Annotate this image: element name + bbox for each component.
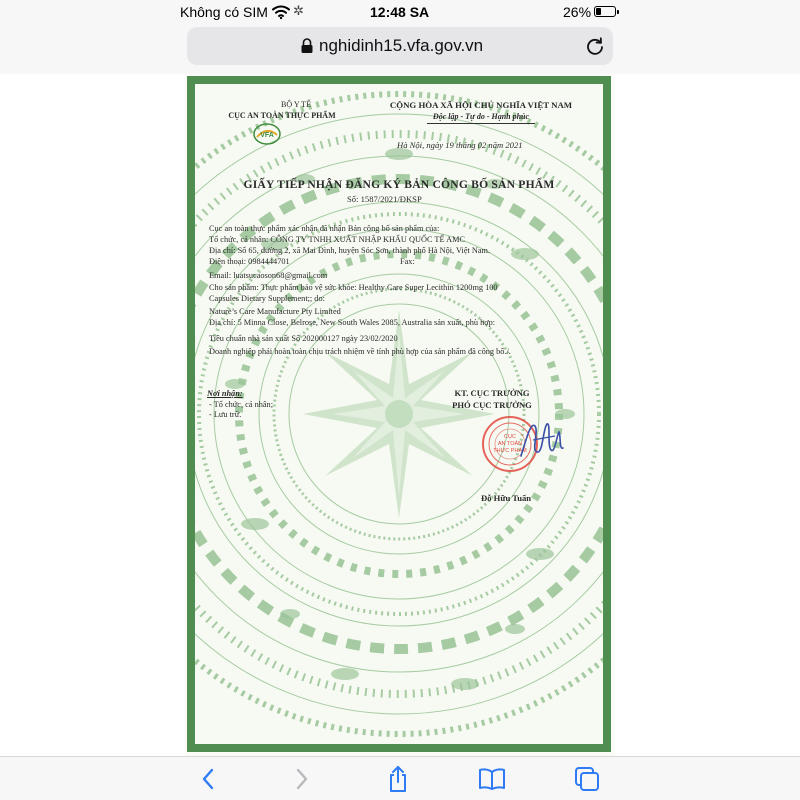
document-number: Số: 1587/2021/ĐKSP [347,194,422,204]
signatory-title: KT. CỤC TRƯỞNG [454,388,530,398]
browser-address-area [0,26,800,74]
battery-percent: 26% [563,4,592,20]
browser-toolbar [0,756,800,800]
back-icon [201,768,215,790]
wifi-icon [272,4,290,20]
carrier-label: Không có SIM [180,4,268,20]
fax-label: Fax: [400,257,415,266]
battery-icon [594,6,616,17]
bookmarks-button[interactable] [478,765,506,793]
battery-level [596,8,601,15]
body-line: Địa chỉ: Số 65, đường 2, xã Mai Đình, huyện Sóc Sơn, thành phố Hà Nội, Việt Nam. [209,246,491,255]
vfa-logo [252,122,282,146]
body-line: Cho sản phẩm: Thực phẩm bảo vệ sức khỏe: Healthy Care Super Lecithin 1200mg 100 [209,283,498,292]
body-line: Cục an toàn thực phẩm xác nhận đã nhận Bản công bố sản phẩm của: [209,224,440,233]
body-line: Nature’s Care Manufacture Pty Limited [209,307,341,316]
body-line: Email: luatsucaoson68@gmail.com [209,271,328,280]
agency-name: CỤC AN TOÀN THỰC PHẨM [228,111,336,120]
document-title: GIẤY TIẾP NHẬN ĐĂNG KÝ BẢN CÔNG BỐ SẢN PHẨM [243,178,555,191]
body-line: Tiêu chuẩn nhà sản xuất Số 202000127 ngày 23/02/2020 [209,334,398,343]
lock-icon [300,38,314,54]
tabs-button[interactable] [573,765,601,793]
recipient-item: - Lưu trữ. [209,410,242,419]
certificate-paper [195,84,603,744]
activity-spinner-icon: ✲ [293,3,304,18]
share-icon [386,765,410,793]
certificate-content [195,84,603,744]
reload-icon[interactable] [585,36,605,56]
forward-button[interactable] [288,765,316,793]
svg-text:THỰC PHẨM: THỰC PHẨM [493,448,527,454]
clock: 12:48 SA [370,4,430,20]
document-page [185,74,615,756]
recipients-title: Nơi nhận: [207,389,243,398]
share-button[interactable] [384,765,412,793]
svg-text:VFA: VFA [260,132,274,139]
body-line: Điện thoại: 0984444701 [209,257,290,266]
national-motto: Độc lập - Tự do - Hạnh phúc [432,112,530,121]
bookmarks-icon [479,768,505,790]
handwritten-signature [513,416,573,466]
body-line: Capsules Dietary Supplement;; do: [209,294,325,303]
back-button[interactable] [194,765,222,793]
recipient-item: - Tổ chức, cá nhân; [209,400,274,409]
body-line: Tổ chức, cá nhân: CÔNG TY TNHH XUẤT NHẬP KHẨU QUỐC TẾ AMC [209,235,466,244]
address-bar[interactable] [187,27,613,65]
url-text: nghidinh15.vfa.gov.vn [319,36,484,55]
motto-underline [427,123,535,124]
body-line: Địa chỉ: 5 Minna Close, Belrose, New South Wales 2085, Australia sản xuất, phù hợp: [209,318,496,327]
nation-name: CỘNG HÒA XÃ HỘI CHỦ NGHĨA VIỆT NAM [389,100,573,110]
certificate-border [187,76,611,752]
tabs-icon [574,766,600,792]
forward-icon [295,768,309,790]
svg-text:CỤC: CỤC [504,434,516,440]
place-date: Hà Nội, ngày 19 tháng 02 năm 2021 [397,140,523,150]
body-line: Doanh nghiệp phải hoàn toàn chịu trách nhiệm về tính phù hợp của sản phẩm đã công bố./. [209,347,511,356]
signatory-position: PHÓ CỤC TRƯỞNG [452,400,532,410]
ministry-name: BỘ Y TẾ [281,100,311,109]
signer-name: Đỗ Hữu Tuấn [481,493,532,503]
status-bar [0,0,800,26]
svg-text:AN TOÀN: AN TOÀN [497,441,523,447]
